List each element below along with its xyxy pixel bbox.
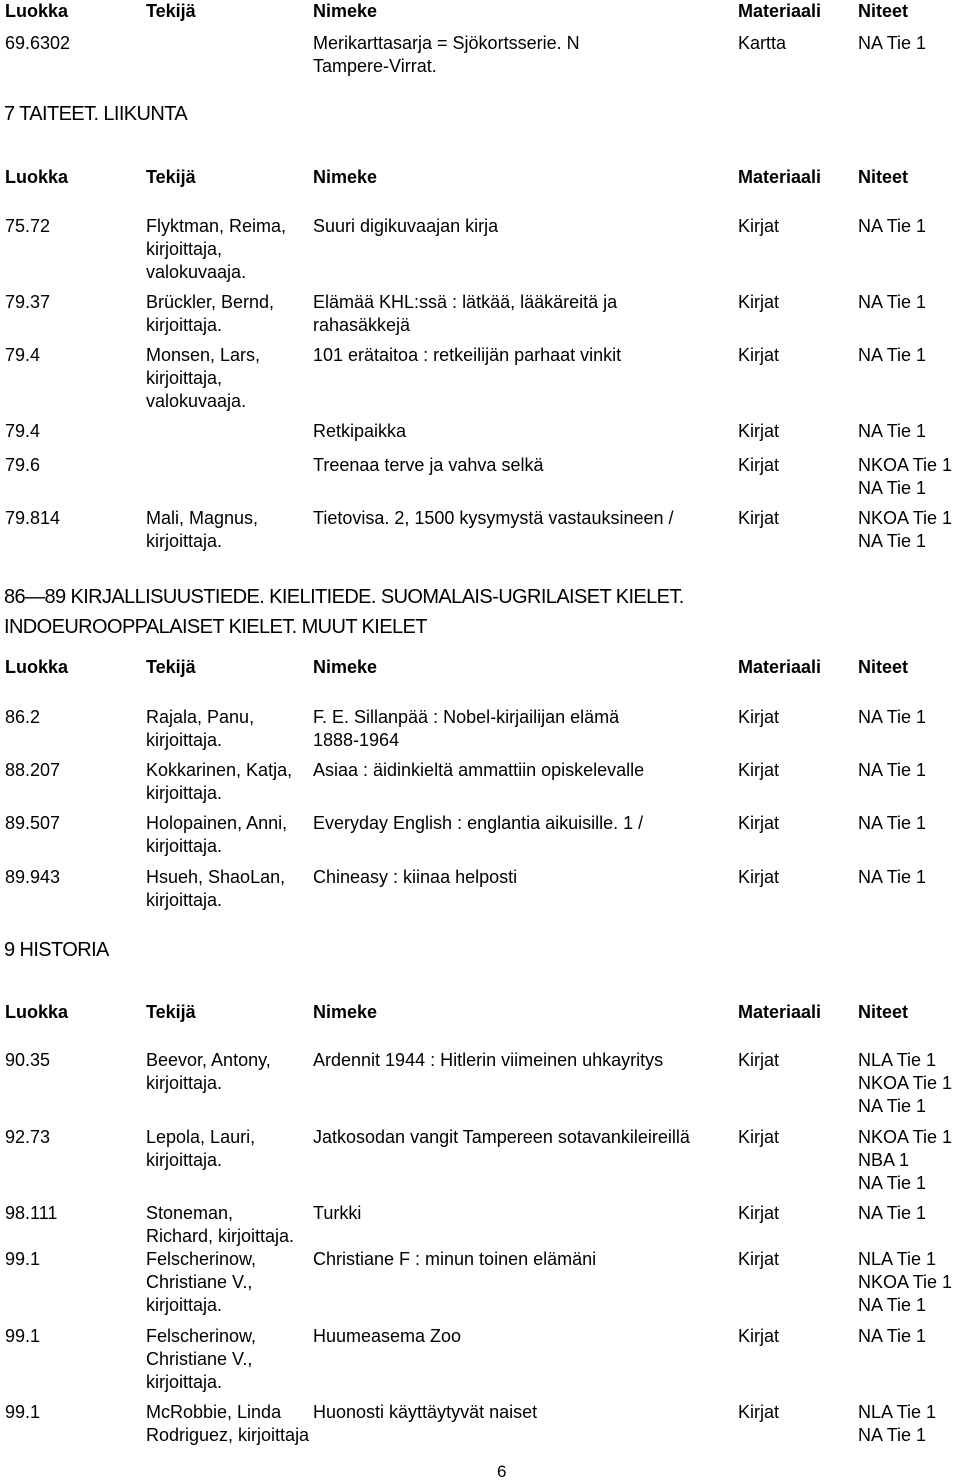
cell-niteet: NA Tie 1	[858, 345, 927, 365]
header-nimeke: Nimeke	[313, 657, 378, 677]
cell-nimeke: Retkipaikka	[313, 421, 407, 441]
cell-tekija: Rajala, Panu, kirjoittaja.	[146, 707, 255, 750]
cell-luokka: 89.943	[5, 867, 61, 887]
table-row	[0, 1248, 960, 1315]
cell-tekija: Brückler, Bernd, kirjoittaja.	[146, 292, 275, 335]
cell-niteet: NKOA Tie 1 NBA 1 NA Tie 1	[858, 1127, 953, 1193]
header-nimeke: Nimeke	[313, 1002, 378, 1022]
cell-materiaali: Kirjat	[738, 455, 780, 475]
cell-niteet: NA Tie 1	[858, 216, 927, 236]
cell-luokka: 99.1	[5, 1249, 41, 1269]
table-row	[0, 215, 960, 282]
table-row	[0, 420, 960, 441]
header-materiaali: Materiaali	[738, 167, 822, 187]
cell-tekija: Monsen, Lars, kirjoittaja, valokuvaaja.	[146, 345, 261, 411]
cell-materiaali: Kirjat	[738, 1326, 780, 1346]
cell-niteet: NLA Tie 1 NA Tie 1	[858, 1402, 937, 1445]
cell-niteet: NA Tie 1	[858, 33, 927, 53]
cell-materiaali: Kartta	[738, 33, 787, 53]
cell-materiaali: Kirjat	[738, 216, 780, 236]
cell-materiaali: Kirjat	[738, 867, 780, 887]
cell-tekija: McRobbie, Linda Rodriguez, kirjoittaja	[146, 1402, 310, 1445]
section-heading: 7 TAITEET. LIIKUNTA	[4, 103, 188, 125]
cell-nimeke: Everyday English : englantia aikuisille. 1 /	[313, 813, 644, 833]
cell-materiaali: Kirjat	[738, 707, 780, 727]
table-header	[0, 1001, 960, 1022]
cell-nimeke: Suuri digikuvaajan kirja	[313, 216, 499, 236]
table-row	[0, 866, 960, 910]
cell-nimeke: Elämää KHL:ssä : lätkää, lääkäreitä ja rahasäkkejä	[313, 292, 618, 335]
cell-luokka: 79.6	[5, 455, 41, 475]
cell-nimeke: Tietovisa. 2, 1500 kysymystä vastauksineen /	[313, 508, 674, 528]
cell-niteet: NLA Tie 1 NKOA Tie 1 NA Tie 1	[858, 1249, 953, 1315]
table-row	[0, 1401, 960, 1445]
table-row	[0, 706, 960, 750]
table-row	[0, 507, 960, 551]
cell-materiaali: Kirjat	[738, 508, 780, 528]
table-row	[0, 454, 960, 498]
header-tekija: Tekijä	[146, 1, 196, 21]
cell-luokka: 79.814	[5, 508, 61, 528]
cell-niteet: NA Tie 1	[858, 1326, 927, 1346]
table-header	[0, 166, 960, 187]
cell-luokka: 92.73	[5, 1127, 51, 1147]
cell-niteet: NA Tie 1	[858, 867, 927, 887]
cell-tekija: Holopainen, Anni, kirjoittaja.	[146, 813, 288, 856]
cell-luokka: 79.4	[5, 345, 41, 365]
cell-tekija: Kokkarinen, Katja, kirjoittaja.	[146, 760, 293, 803]
cell-luokka: 88.207	[5, 760, 61, 780]
section-heading: 9 HISTORIA	[4, 939, 109, 961]
cell-materiaali: Kirjat	[738, 1050, 780, 1070]
cell-nimeke: Christiane F : minun toinen elämäni	[313, 1249, 597, 1269]
table-row	[0, 1049, 960, 1116]
header-materiaali: Materiaali	[738, 657, 822, 677]
cell-tekija: Lepola, Lauri, kirjoittaja.	[146, 1127, 256, 1170]
cell-luokka: 79.37	[5, 292, 51, 312]
cell-niteet: NA Tie 1	[858, 421, 927, 441]
header-niteet: Niteet	[858, 657, 909, 677]
header-luokka: Luokka	[5, 657, 69, 677]
cell-luokka: 89.507	[5, 813, 61, 833]
header-nimeke: Nimeke	[313, 167, 378, 187]
cell-niteet: NKOA Tie 1 NA Tie 1	[858, 508, 953, 551]
cell-nimeke: 101 erätaitoa : retkeilijän parhaat vinkit	[313, 345, 622, 365]
cell-nimeke: Ardennit 1944 : Hitlerin viimeinen uhkayritys	[313, 1050, 664, 1070]
header-tekija: Tekijä	[146, 1002, 196, 1022]
table-row	[0, 1325, 960, 1392]
cell-tekija: Hsueh, ShaoLan, kirjoittaja.	[146, 867, 286, 910]
table-header	[0, 0, 960, 21]
cell-materiaali: Kirjat	[738, 345, 780, 365]
cell-luokka: 99.1	[5, 1326, 41, 1346]
cell-tekija: Flyktman, Reima, kirjoittaja, valokuvaaja.	[146, 216, 287, 282]
cell-luokka: 79.4	[5, 421, 41, 441]
table-row	[0, 344, 960, 411]
header-tekija: Tekijä	[146, 657, 196, 677]
cell-niteet: NLA Tie 1 NKOA Tie 1 NA Tie 1	[858, 1050, 953, 1116]
cell-luokka: 86.2	[5, 707, 41, 727]
cell-tekija: Felscherinow, Christiane V., kirjoittaja.	[146, 1249, 257, 1315]
page-number: 6	[497, 1462, 507, 1481]
cell-materiaali: Kirjat	[738, 421, 780, 441]
table-row	[0, 1126, 960, 1193]
cell-nimeke: Huonosti käyttäytyvät naiset	[313, 1402, 538, 1422]
cell-luokka: 75.72	[5, 216, 51, 236]
cell-niteet: NA Tie 1	[858, 1203, 927, 1223]
cell-niteet: NA Tie 1	[858, 813, 927, 833]
header-materiaali: Materiaali	[738, 1002, 822, 1022]
cell-materiaali: Kirjat	[738, 813, 780, 833]
cell-materiaali: Kirjat	[738, 1127, 780, 1147]
cell-luokka: 69.6302	[5, 33, 71, 53]
table-row	[0, 759, 960, 803]
section-heading: 86—89 KIRJALLISUUSTIEDE. KIELITIEDE. SUOMALAIS-UGRILAISET KIELET. INDOEUROOPPALAISET KIELET. MUUT KIELET	[4, 586, 684, 638]
header-luokka: Luokka	[5, 1002, 69, 1022]
cell-tekija: Felscherinow, Christiane V., kirjoittaja.	[146, 1326, 257, 1392]
cell-luokka: 98.111	[5, 1203, 58, 1223]
table-header	[0, 656, 960, 677]
cell-nimeke: Treenaa terve ja vahva selkä	[313, 455, 544, 475]
cell-nimeke: Asiaa : äidinkieltä ammattiin opiskelevalle	[313, 760, 645, 780]
cell-materiaali: Kirjat	[738, 1402, 780, 1422]
cell-nimeke: Merikarttasarja = Sjökortsserie. N Tampere-Virrat.	[313, 33, 580, 76]
cell-tekija: Mali, Magnus, kirjoittaja.	[146, 508, 259, 551]
cell-niteet: NA Tie 1	[858, 707, 927, 727]
cell-nimeke: Jatkosodan vangit Tampereen sotavankileireillä	[313, 1127, 690, 1147]
cell-luokka: 99.1	[5, 1402, 41, 1422]
header-luokka: Luokka	[5, 167, 69, 187]
cell-niteet: NA Tie 1	[858, 760, 927, 780]
cell-niteet: NKOA Tie 1 NA Tie 1	[858, 455, 953, 498]
header-nimeke: Nimeke	[313, 1, 378, 21]
header-niteet: Niteet	[858, 167, 909, 187]
cell-materiaali: Kirjat	[738, 292, 780, 312]
cell-tekija: Beevor, Antony, kirjoittaja.	[146, 1050, 271, 1093]
cell-nimeke: Chineasy : kiinaa helposti	[313, 867, 518, 887]
cell-nimeke: Turkki	[313, 1203, 362, 1223]
table-row	[0, 1202, 960, 1246]
cell-materiaali: Kirjat	[738, 760, 780, 780]
cell-nimeke: Huumeasema Zoo	[313, 1326, 462, 1346]
cell-tekija: Stoneman, Richard, kirjoittaja.	[146, 1203, 295, 1246]
cell-nimeke: F. E. Sillanpää : Nobel-kirjailijan elämä 1888-1964	[313, 707, 620, 750]
cell-niteet: NA Tie 1	[858, 292, 927, 312]
cell-materiaali: Kirjat	[738, 1203, 780, 1223]
header-materiaali: Materiaali	[738, 1, 822, 21]
cell-luokka: 90.35	[5, 1050, 51, 1070]
table-row	[0, 291, 960, 335]
header-niteet: Niteet	[858, 1002, 909, 1022]
table-row	[0, 812, 960, 856]
header-tekija: Tekijä	[146, 167, 196, 187]
cell-materiaali: Kirjat	[738, 1249, 780, 1269]
header-luokka: Luokka	[5, 1, 69, 21]
table-row	[0, 32, 960, 76]
header-niteet: Niteet	[858, 1, 909, 21]
